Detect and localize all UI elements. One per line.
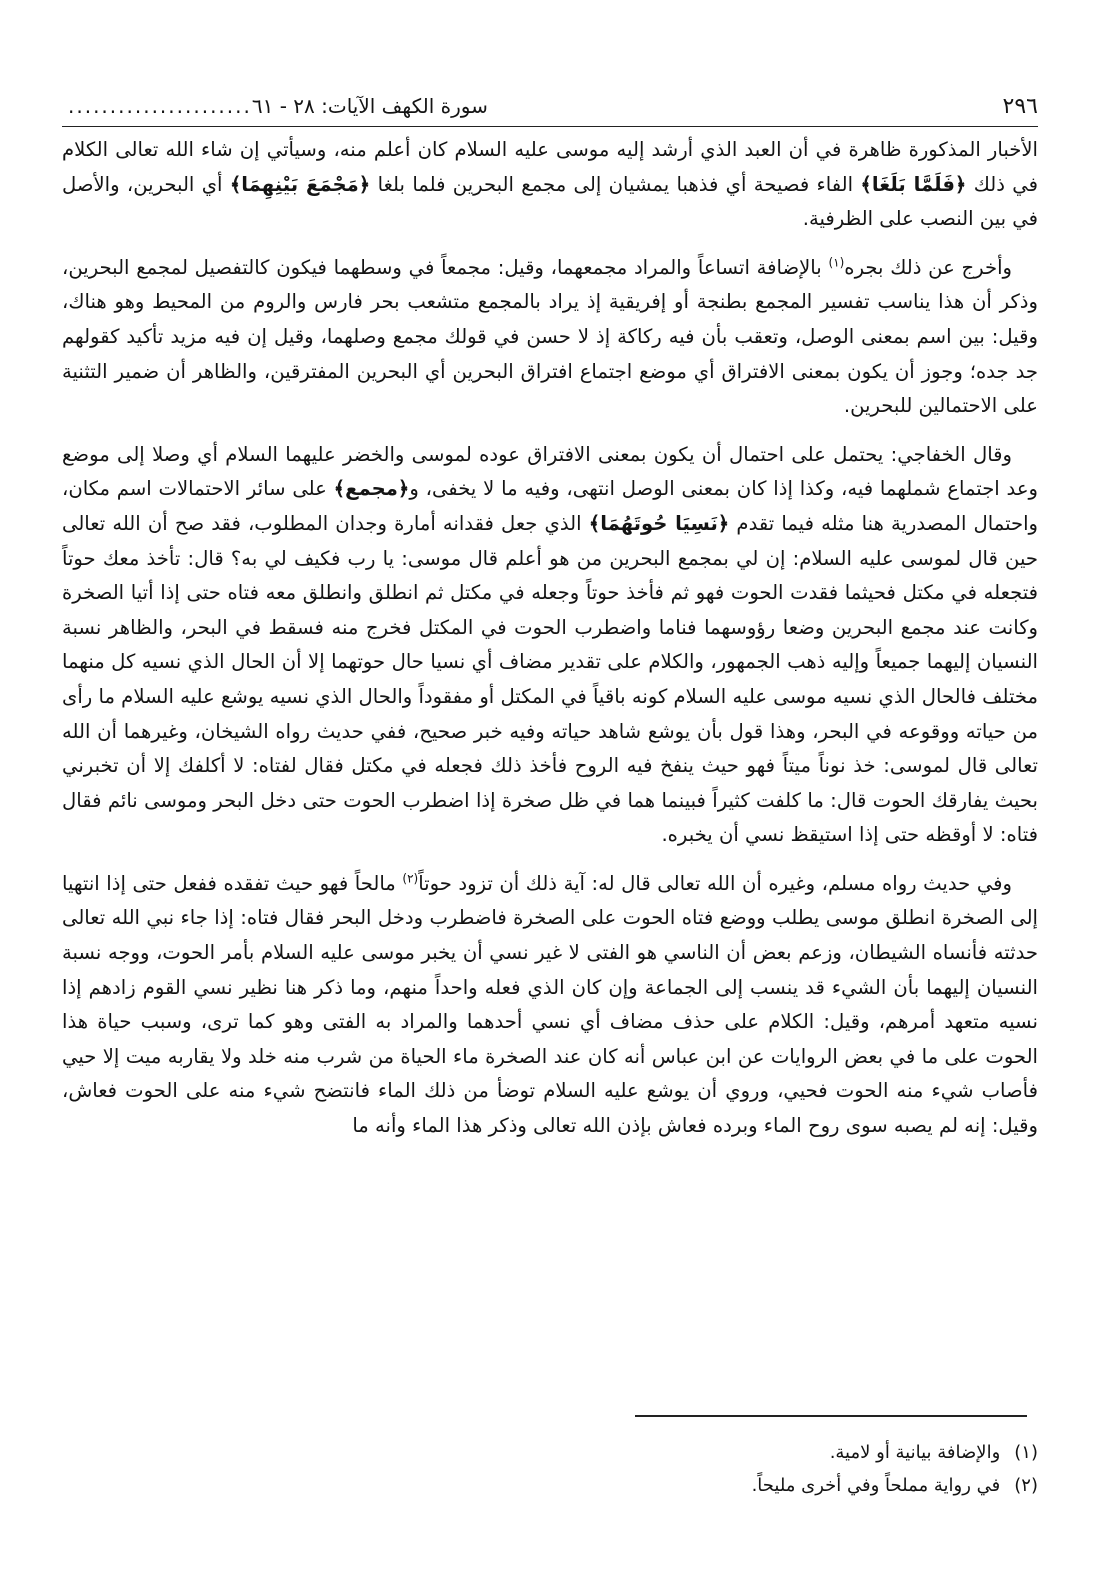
footnote-text: في رواية مملحاً وفي أخرى مليحاً. [751,1475,1001,1496]
main-text [62,133,1038,1144]
quran-quote: ﴿مجمع﴾ [333,477,410,501]
footnotes [478,1436,1038,1502]
paragraph-3-text-b: على سائر الاحتمالات اسم مكان، واحتمال المصدرية هنا مثله فيما تقدم [62,477,1039,535]
paragraph-4-text-b: مالحاً فهو حيث تفقده ففعل حتى إذا انتهيا إلى الصخرة انطلق موسى يطلب ووضع فتاه الحوت على الصخرة فاضطرب ودخل البحر فقال فتاه: إذا جاء نبي الله تعالى حدثته فأنساه الشيطان، وزعم بعض أن الناسي هو الفتى لا غير نسي أن يخبر موسى عليه السلام بأمر الحوت، ووجه نسبة النسيان إليهما بأن الشيء قد ينسب إلى الجماعة وإن كان الذي فعله واحداً منهم، وما ذكر هنا نظير نسي القوم زادهم إذا نسيه متعهد أمرهم، وقيل: الكلام على حذف مضاف أي نسي أحدهما والمراد به الفتى وهو كما ترى، وسبب حياة هذا الحوت على ما في بعض الروايات عن ابن عباس أنه كان عند الصخرة ماء الحياة من شرب منه خلد ولا يقاربه ميت إلا حيي فأصاب شيء منه الحوت فحيي، وروي أن يوشع عليه السلام توضأ من ذلك الماء فانتضح شيء منه على الحوت فعاش، وقيل: إنه لم يصبه سوى روح الماء وبرده فعاش بإذن الله تعالى وذكر هذا الماء وأنه ما [62,871,1038,1138]
paragraph-1 [62,133,1038,237]
paragraph-1-text-c: أي البحرين، والأصل في بين النصب على الظرفية. [62,172,1038,231]
paragraph-3 [62,438,1038,853]
footnote-ref-2: (٢) [402,871,419,886]
paragraph-4-text-a: وفي حديث رواه مسلم، وغيره أن الله تعالى قال له: آية ذلك أن تزود حوتاً [418,871,1012,895]
running-title-group [62,86,488,126]
paragraph-2-text-a: وأخرج عن ذلك بجره [844,255,1013,279]
page [62,86,1038,1158]
running-title: سورة الكهف الآيات: ٢٨ - ٦١ [251,94,488,118]
footnote-ref-1: (١) [828,255,845,270]
footnote-divider [635,1415,1027,1417]
paragraph-3-text-c: الذي جعل فقدانه أمارة وجدان المطلوب، فقد صح أن الله تعالى حين قال لموسى عليه السلام: إن لي بمجمع البحرين من هو أعلم قال موسى: يا رب فكيف لي به؟ قال: تأخذ معك حوتاً فتجعله في مكتل فحيثما فقدت الحوت فهو ثم فأخذ حوتاً وجعله في مكتل ثم انطلق وانطلق معه فتاه حتى إذا أتيا الصخرة وكانت عند مجمع البحرين وضعا رؤوسهما فناما واضطرب الحوت في المكتل فخرج منه فسقط في البحر، والظاهر نسبة النسيان إليهما جميعاً وإليه ذهب الجمهور، والكلام على تقدير مضاف أي نسيا حال حوتهما إلا أن الحال الذي نسيه كل منهما مختلف فالحال الذي نسيه موسى عليه السلام كونه باقياً في المكتل أو مفقوداً والحال الذي نسيه يوشع عليه السلام ما رأى من حياته ووقوعه في البحر، وهذا قول بأن يوشع شاهد حياته وفيه خبر صحيح، ففي حديث رواه الشيخان، وغيرهما أن الله تعالى قال لموسى: خذ نوناً ميتاً فهو حيث ينفخ فيه الروح فأخذ ذلك فجعله في مكتل فقال لفتاه: لا أكلفك إلا أن تخبرني بحيث يفارقك الحوت قال: ما كلفت كثيراً فبينما هما في ظل صخرة إذا اضطرب الحوت حتى دخل البحر وموسى نائم فقال فتاه: لا أوقظه حتى إذا استيقظ نسي أن يخبره. [62,511,1038,847]
paragraph-4 [62,867,1038,1144]
footnote-text: والإضافة بيانية أو لامية. [829,1442,1001,1463]
quran-quote: ﴿فَلَمَّا بَلَغَا﴾ [860,172,967,196]
paragraph-2-text-b: بالإضافة اتساعاً والمراد مجمعهما، وقيل: مجمعاً في وسطهما فيكون كالتفصيل لمجمع البحرين، وذكر أن هذا يناسب تفسير المجمع بطنجة أو إفريقية إذ يراد بالمجمع متشعب بحر فارس والروم من المحيط وهو هناك، وقيل: بين اسم بمعنى الوصل، وتعقب بأن فيه ركاكة إذ لا حسن في قولك مجمع وصلهما، وقيل إن فيه مزيد تأكيد كقولهم جد جده؛ وجوز أن يكون بمعنى الافتراق أي موضع اجتماع افتراق البحرين أي البحرين المفترقين، والظاهر أن ضمير التثنية على الاحتمالين للبحرين. [62,255,1038,418]
page-number: ٢٩٦ [1002,94,1038,119]
footnote-number: (٢) [1014,1475,1038,1496]
leader-dots: ...................... [68,94,252,118]
paragraph-1-text-a: الأخبار المذكورة ظاهرة في أن العبد الذي أرشد إليه موسى عليه السلام كان أعلم منه، وسيأتي إن شاء الله تعالى الكلام في ذلك [62,138,1039,196]
paragraph-3-text-a: وقال الخفاجي: يحتمل على احتمال أن يكون بمعنى الافتراق عوده لموسى والخضر عليهما السلام أي وصلا إلى موضع وعد اجتماع شملهما فيه، وكذا إذا كان بمعنى الوصل انتهى، وفيه ما لا يخفى، و [62,442,1038,501]
paragraph-2 [62,251,1038,424]
quran-quote: ﴿مَجْمَعَ بَيْنِهِمَا﴾ [229,172,371,196]
footnote-number: (١) [1014,1442,1038,1463]
footnote-item [478,1436,1038,1469]
running-header [62,86,1038,127]
quran-quote: ﴿نَسِيَا حُوتَهُمَا﴾ [588,511,730,535]
footnote-item [478,1469,1038,1502]
paragraph-1-text-b: الفاء فصيحة أي فذهبا يمشيان إلى مجمع البحرين فلما بلغا [370,172,861,196]
